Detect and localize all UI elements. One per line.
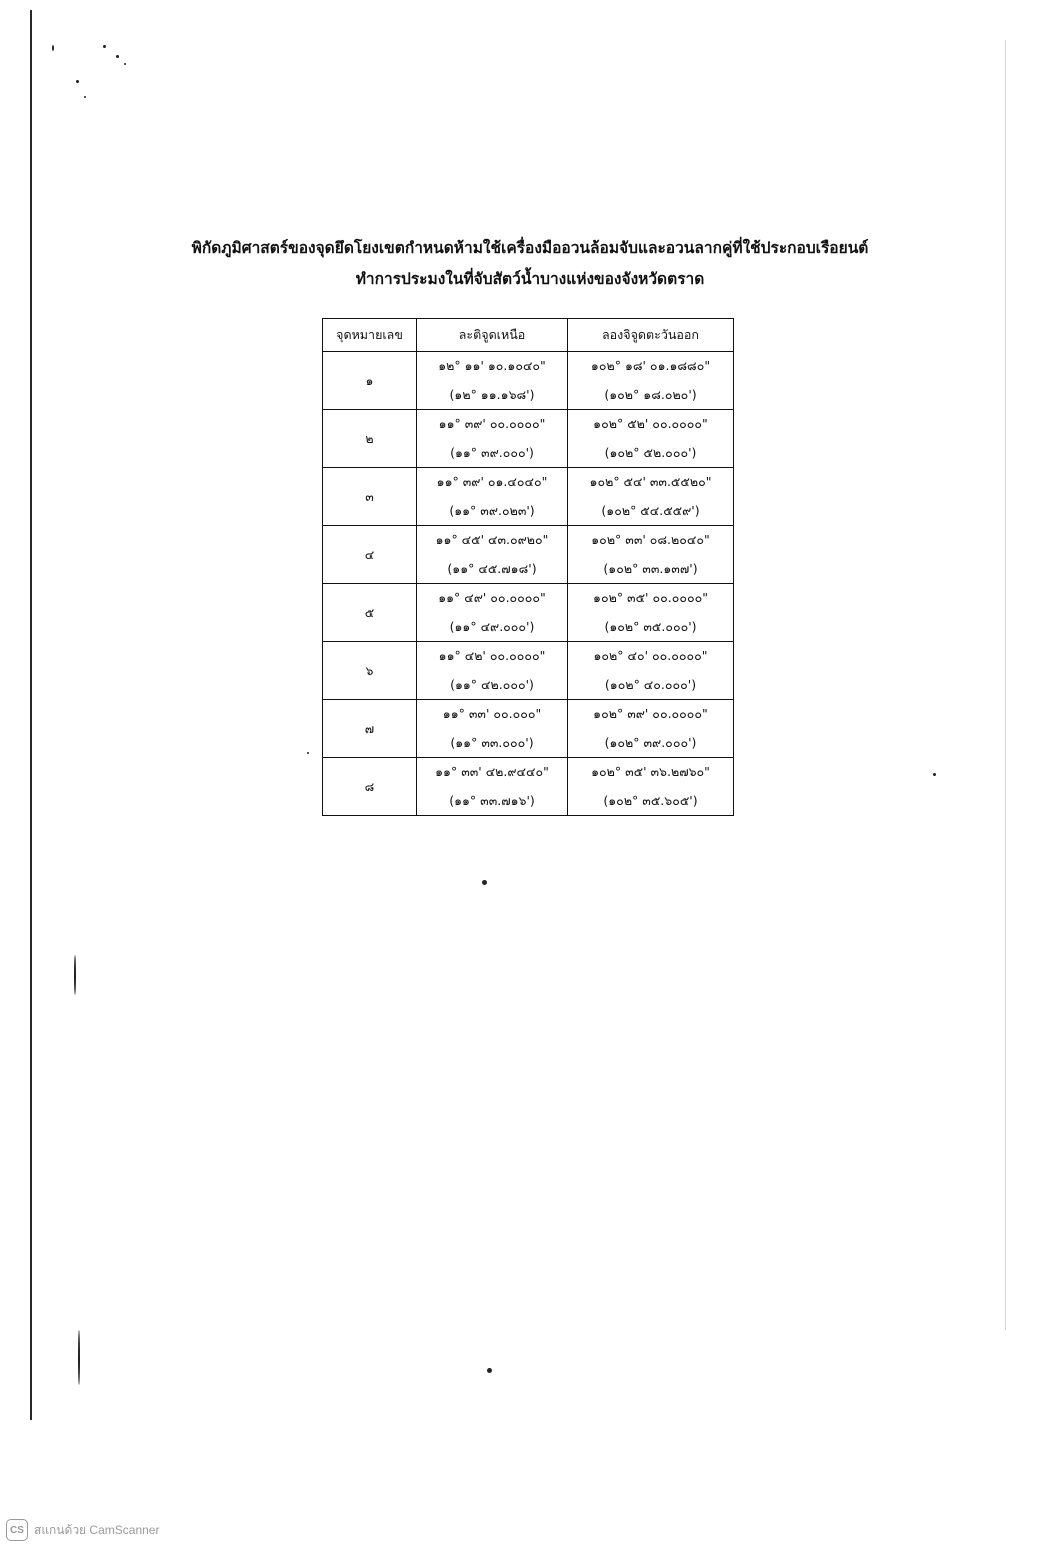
point-number: ๗ (323, 700, 417, 758)
scan-left-edge-line (30, 10, 32, 1420)
scan-speck (482, 880, 487, 885)
longitude-dms: ๑๐๒° ๑๘' ๐๑.๑๘๘๐" (590, 358, 711, 374)
latitude-dms: ๑๑° ๔๕' ๔๓.๐๙๒๐" (435, 532, 549, 548)
longitude-decimal-minutes: (๑๐๒° ๑๘.๐๒๐') (604, 386, 697, 402)
table-row (323, 410, 734, 468)
longitude-decimal-minutes: (๑๐๒° ๕๒.๐๐๐') (604, 444, 697, 460)
longitude-decimal-minutes: (๑๐๒° ๓๕.๖๐๕') (603, 792, 698, 808)
header-longitude: ลองจิจูดตะวันออก (568, 319, 734, 352)
longitude-cell (568, 352, 734, 410)
point-number: ๒ (323, 410, 417, 468)
latitude-decimal-minutes: (๑๒° ๑๑.๑๖๘') (449, 386, 535, 402)
point-number: ๔ (323, 526, 417, 584)
longitude-decimal-minutes: (๑๐๒° ๓๕.๐๐๐') (604, 618, 697, 634)
latitude-decimal-minutes: (๑๑° ๓๙.๐๐๐') (450, 444, 534, 460)
longitude-cell (568, 584, 734, 642)
scan-speck (487, 1368, 492, 1373)
scan-speck (124, 63, 126, 65)
latitude-cell (417, 758, 568, 816)
table-row (323, 584, 734, 642)
scan-speck (52, 45, 54, 51)
latitude-decimal-minutes: (๑๑° ๓๓.๐๐๐') (450, 734, 534, 750)
latitude-decimal-minutes: (๑๑° ๓๙.๐๒๓') (449, 502, 535, 518)
longitude-cell (568, 526, 734, 584)
scan-right-edge-line (1005, 40, 1006, 1330)
longitude-dms: ๑๐๒° ๔๐' ๐๐.๐๐๐๐" (593, 648, 708, 664)
coordinates-table (322, 318, 734, 816)
title-line-1: พิกัดภูมิศาสตร์ของจุดยึดโยงเขตกำหนดห้ามใช้เครื่องมืออวนล้อมจับและอวนลากคู่ที่ใช้ประกอบเรือยนต์ (191, 239, 869, 257)
table-row (323, 526, 734, 584)
longitude-dms: ๑๐๒° ๕๔' ๓๓.๕๕๒๐" (589, 474, 712, 490)
latitude-dms: ๑๑° ๔๙' ๐๐.๐๐๐๐" (438, 590, 546, 606)
longitude-cell (568, 758, 734, 816)
scan-speck (307, 752, 309, 754)
latitude-dms: ๑๑° ๓๓' ๔๒.๙๔๔๐" (435, 764, 549, 780)
longitude-cell (568, 642, 734, 700)
latitude-dms: ๑๑° ๔๒' ๐๐.๐๐๐๐" (438, 648, 546, 664)
point-number: ๓ (323, 468, 417, 526)
longitude-dms: ๑๐๒° ๓๓' ๐๘.๒๐๔๐" (591, 532, 710, 548)
point-number: ๕ (323, 584, 417, 642)
table-header-row (323, 319, 734, 352)
latitude-dms: ๑๒° ๑๑' ๑๐.๑๐๔๐" (438, 358, 546, 374)
longitude-dms: ๑๐๒° ๓๙' ๐๐.๐๐๐๐" (593, 706, 708, 722)
longitude-cell (568, 700, 734, 758)
longitude-cell (568, 468, 734, 526)
scan-speck (933, 773, 936, 776)
header-point-no: จุดหมายเลข (323, 319, 417, 352)
document-title (150, 233, 910, 295)
header-latitude: ละติจูดเหนือ (417, 319, 568, 352)
camscanner-logo-icon: CS (6, 1519, 28, 1541)
table-row (323, 468, 734, 526)
latitude-dms: ๑๑° ๓๙' ๐๐.๐๐๐๐" (438, 416, 546, 432)
longitude-dms: ๑๐๒° ๓๕' ๓๖.๒๗๖๐" (591, 764, 710, 780)
latitude-decimal-minutes: (๑๑° ๔๕.๗๑๘') (447, 560, 537, 576)
scan-speck (84, 96, 86, 98)
scan-speck (78, 1330, 80, 1385)
longitude-dms: ๑๐๒° ๕๒' ๐๐.๐๐๐๐" (593, 416, 708, 432)
longitude-decimal-minutes: (๑๐๒° ๓๙.๐๐๐') (604, 734, 697, 750)
camscanner-label: สแกนด้วย CamScanner (34, 1522, 160, 1537)
title-line-2: ทำการประมงในที่จับสัตว์น้ำบางแห่งของจังหวัดตราด (355, 270, 705, 288)
latitude-cell (417, 410, 568, 468)
latitude-cell (417, 700, 568, 758)
longitude-decimal-minutes: (๑๐๒° ๓๓.๑๓๗') (603, 560, 698, 576)
latitude-decimal-minutes: (๑๑° ๔๙.๐๐๐') (449, 618, 535, 634)
latitude-decimal-minutes: (๑๑° ๓๓.๗๑๖') (449, 792, 535, 808)
point-number: ๘ (323, 758, 417, 816)
longitude-dms: ๑๐๒° ๓๕' ๐๐.๐๐๐๐" (593, 590, 708, 606)
latitude-dms: ๑๑° ๓๓' ๐๐.๐๐๐" (442, 706, 542, 722)
scan-speck (103, 45, 106, 48)
latitude-cell (417, 352, 568, 410)
latitude-dms: ๑๑° ๓๙' ๐๑.๔๐๔๐" (436, 474, 548, 490)
point-number: ๖ (323, 642, 417, 700)
latitude-cell (417, 642, 568, 700)
longitude-cell (568, 410, 734, 468)
latitude-decimal-minutes: (๑๑° ๔๒.๐๐๐') (450, 676, 534, 692)
longitude-decimal-minutes: (๑๐๒° ๔๐.๐๐๐') (604, 676, 697, 692)
table-row (323, 758, 734, 816)
table-row (323, 642, 734, 700)
latitude-cell (417, 526, 568, 584)
latitude-cell (417, 468, 568, 526)
scan-speck (116, 55, 119, 58)
camscanner-footer (6, 1519, 159, 1541)
latitude-cell (417, 584, 568, 642)
scan-speck (74, 955, 76, 995)
table-row (323, 700, 734, 758)
scan-speck (76, 80, 79, 83)
table-row (323, 352, 734, 410)
longitude-decimal-minutes: (๑๐๒° ๕๔.๕๕๙') (601, 502, 700, 518)
point-number: ๑ (323, 352, 417, 410)
